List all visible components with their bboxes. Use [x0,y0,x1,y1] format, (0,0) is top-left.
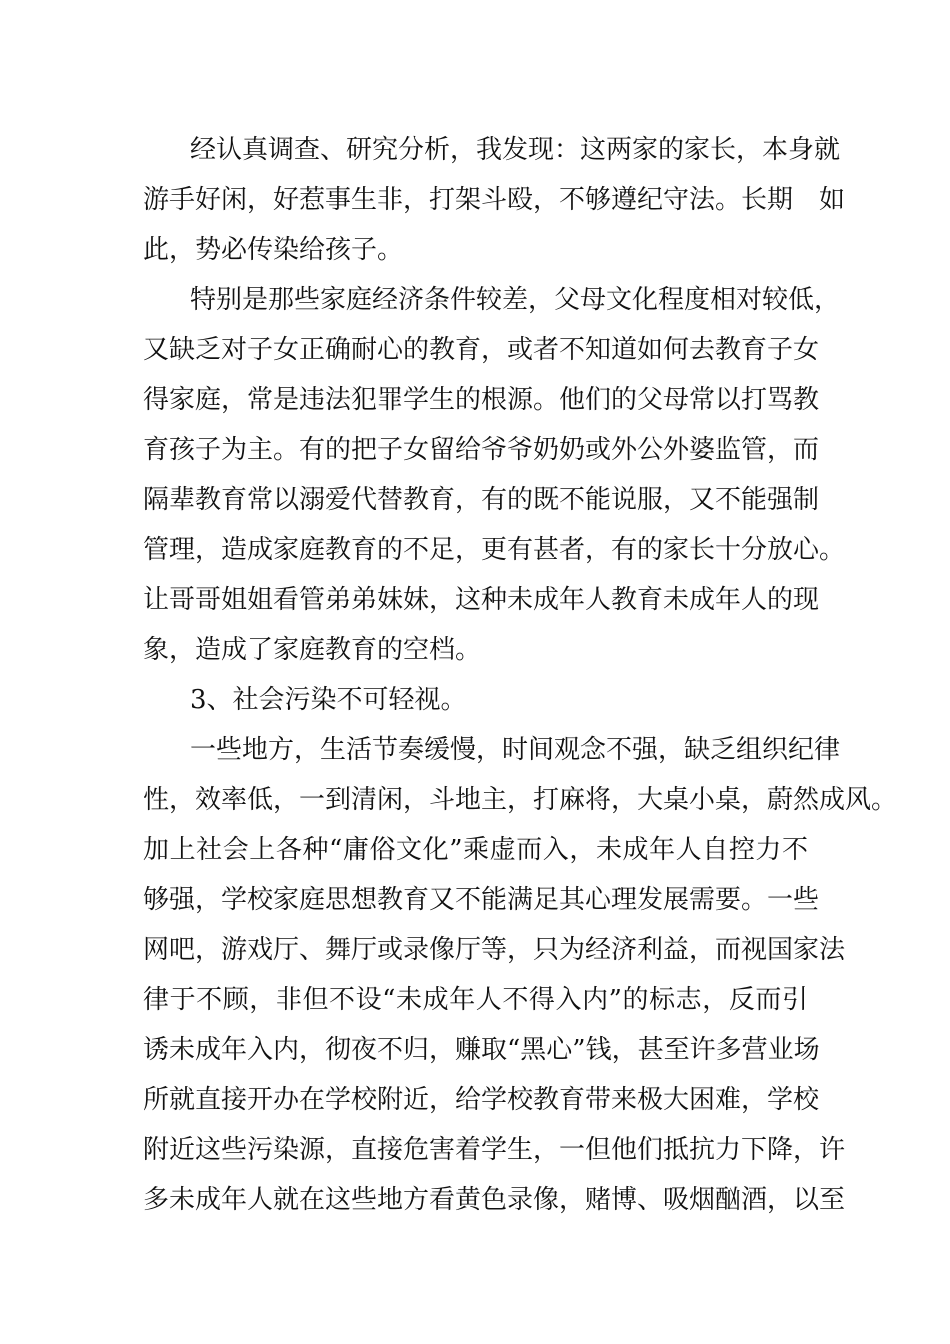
text-line-3: 此，势必传染给孩子。 [143,235,404,265]
text-line-14: 性，效率低，一到清闲，斗地主，打麻将，大桌小桌，蔚然成风。 [143,785,898,815]
text-line-11: 象，造成了家庭教育的空档。 [143,635,482,665]
text-line-5: 又缺乏对子女正确耐心的教育，或者不知道如何去教育子女 [143,335,820,365]
text-line-1: 经认真调查、研究分析，我发现：这两家的家长，本身就 [190,135,841,165]
text-line-8: 隔辈教育常以溺爱代替教育，有的既不能说服，又不能强制 [143,485,820,515]
text-line-19: 诱未成年入内，彻夜不归，赚取“黑心”钱，甚至许多营业场 [143,1035,820,1065]
text-line-15: 加上社会上各种“庸俗文化”乘虚而入，未成年人自控力不 [143,835,808,865]
text-line-4: 特别是那些家庭经济条件较差，父母文化程度相对较低， [190,285,841,315]
text-line-18: 律于不顾，非但不设“未成年人不得入内”的标志，反而引 [143,985,808,1015]
text-line-2: 游手好闲，好惹事生非，打架斗殴，不够遵纪守法。长期 如 [143,185,846,215]
text-line-17: 网吧，游戏厅、舞厅或录像厅等，只为经济利益，而视国家法 [143,935,846,965]
text-line-7: 育孩子为主。有的把子女留给爷爷奶奶或外公外婆监管，而 [143,435,820,465]
text-line-6: 得家庭，常是违法犯罪学生的根源。他们的父母常以打骂教 [143,385,820,415]
text-line-9: 管理，造成家庭教育的不足，更有甚者，有的家长十分放心。 [143,535,846,565]
text-line-20: 所就直接开办在学校附近，给学校教育带来极大困难，学校 [143,1085,820,1115]
text-line-13: 一些地方，生活节奏缓慢，时间观念不强，缺乏组织纪律 [190,735,841,765]
section-heading: 3、社会污染不可轻视。 [190,685,467,715]
text-line-21: 附近这些污染源，直接危害着学生，一但他们抵抗力下降，许 [143,1135,846,1165]
text-line-16: 够强，学校家庭思想教育又不能满足其心理发展需要。一些 [143,885,820,915]
text-line-10: 让哥哥姐姐看管弟弟妹妹，这种未成年人教育未成年人的现 [143,585,820,615]
text-line-22: 多未成年人就在这些地方看黄色录像，赌博、吸烟酗酒，以至 [143,1185,846,1215]
